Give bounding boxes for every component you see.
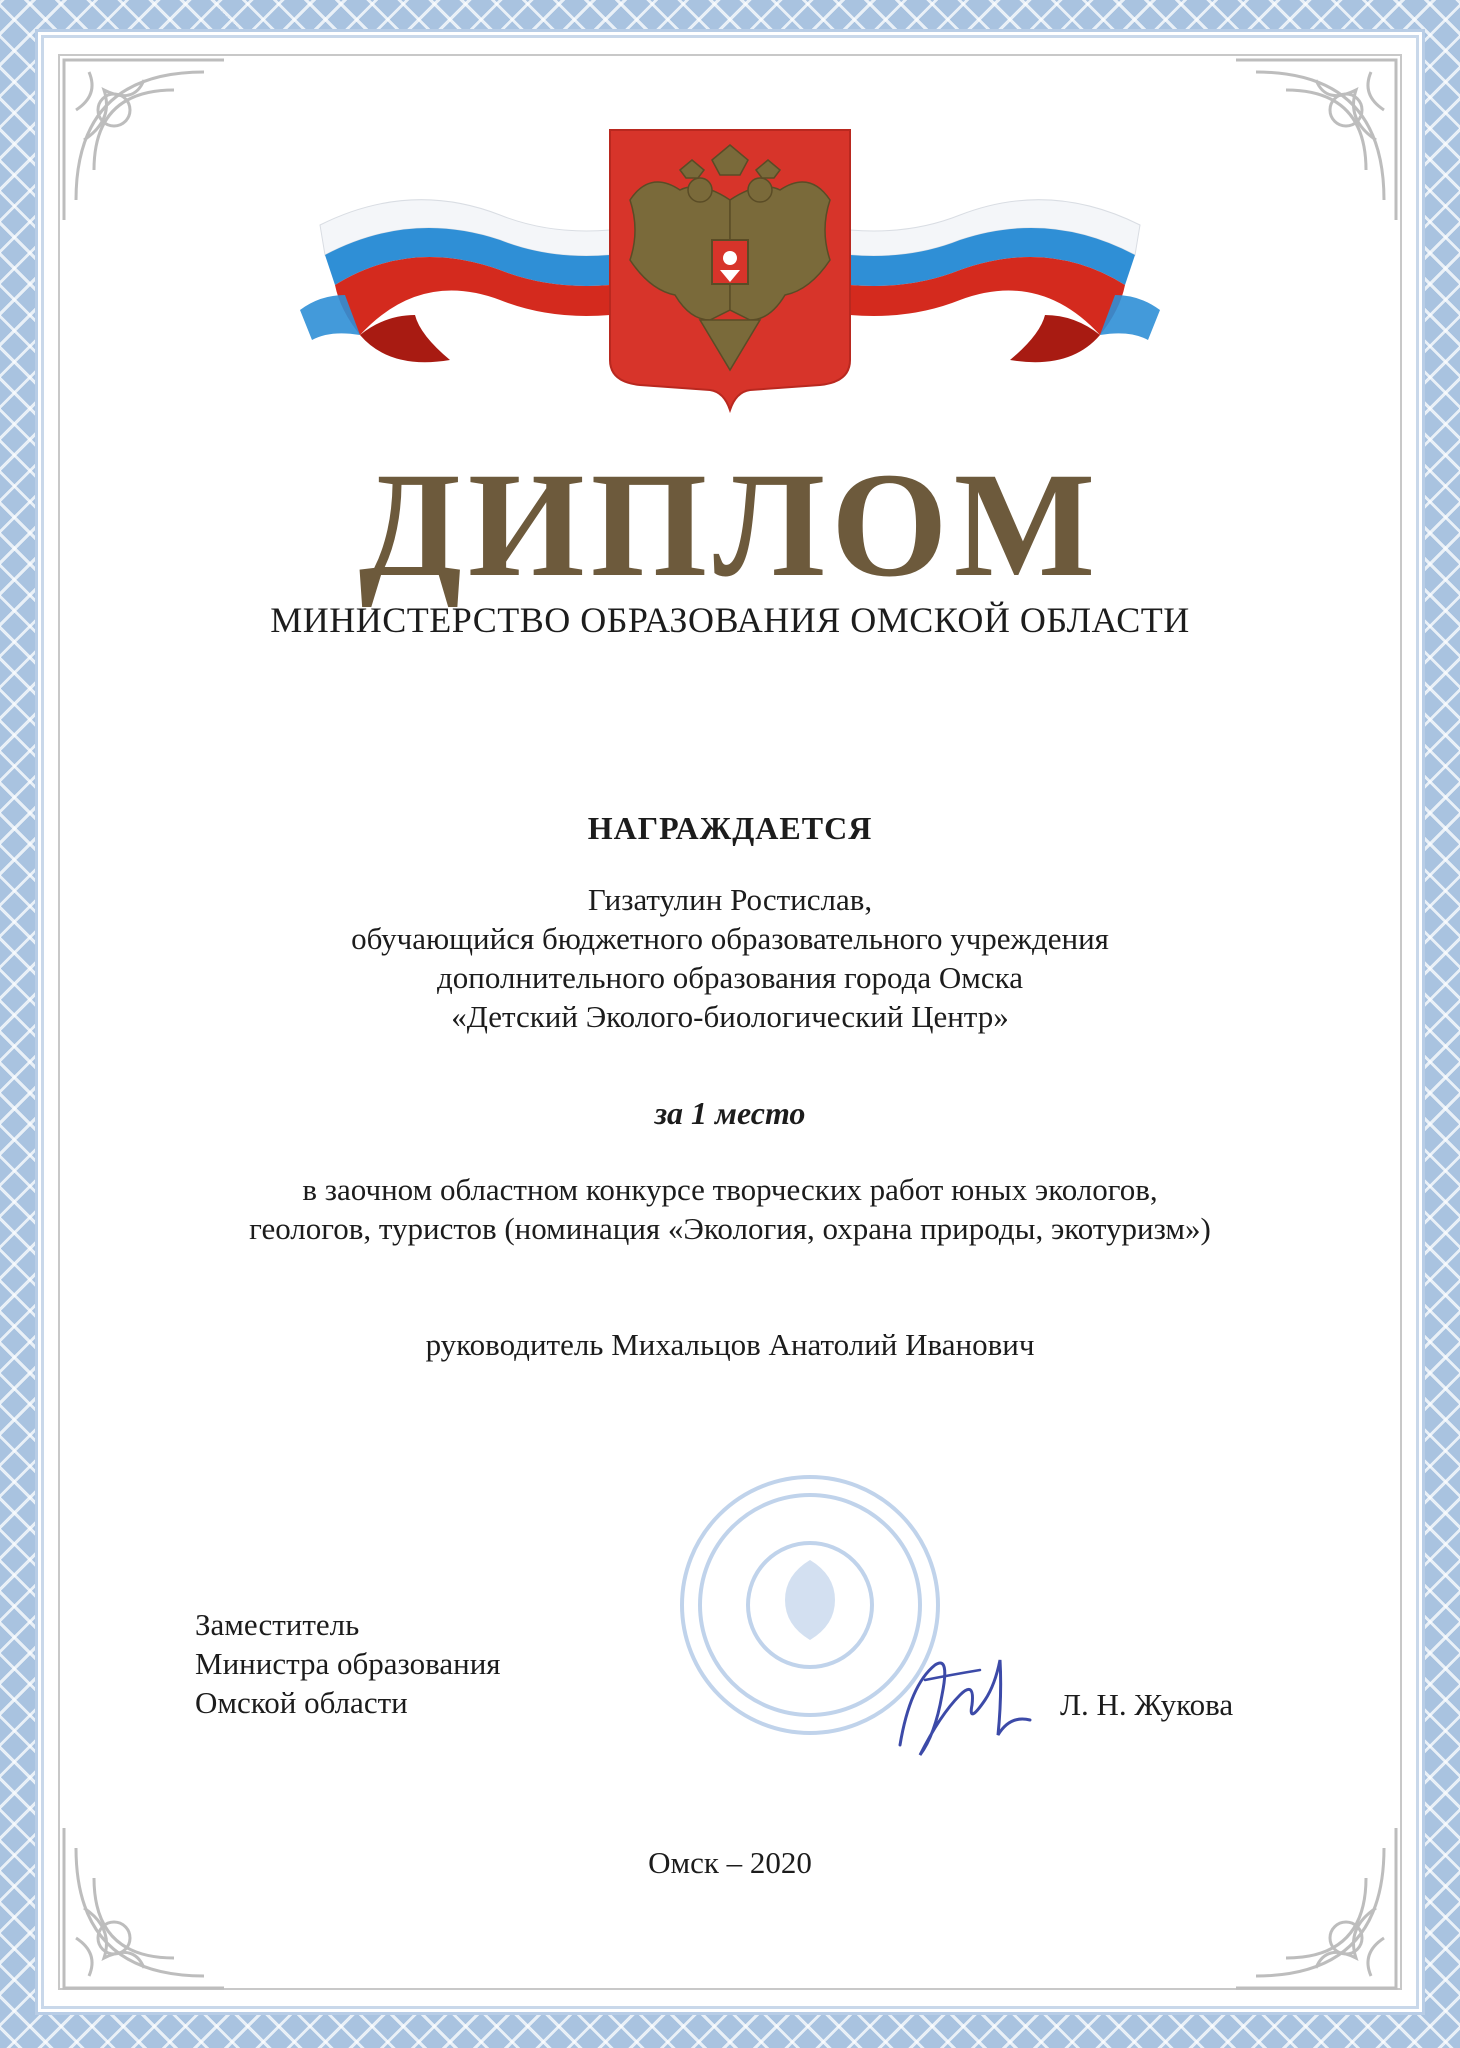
recipient-detail-line: дополнительного образования города Омска bbox=[436, 960, 1024, 995]
signatory-position-line: Заместитель bbox=[195, 1607, 360, 1642]
flag-ribbon-left bbox=[300, 200, 610, 363]
signatory-position-line: Омской области bbox=[195, 1685, 408, 1720]
handwritten-signature bbox=[880, 1625, 1040, 1775]
signatory-position-line: Министра образования bbox=[195, 1646, 501, 1681]
city-year: Омск – 2020 bbox=[648, 1845, 812, 1880]
issuer-name: МИНИСТЕРСТВО ОБРАЗОВАНИЯ ОМСКОЙ ОБЛАСТИ bbox=[270, 600, 1190, 640]
corner-ornament-top-right-icon bbox=[1226, 50, 1406, 230]
corner-ornament-top-left-icon bbox=[54, 50, 234, 230]
contest-line: геологов, туристов (номинация «Экология, охрана природы, экотуризм») bbox=[249, 1211, 1211, 1246]
recipient-detail-line: обучающийся бюджетного образовательного учреждения bbox=[351, 921, 1109, 956]
contest-block bbox=[0, 1170, 1460, 1248]
awarded-heading: НАГРАЖДАЕТСЯ bbox=[587, 810, 873, 846]
award-place: за 1 место bbox=[654, 1095, 806, 1131]
recipient-detail-line: «Детский Эколого-биологический Центр» bbox=[451, 999, 1009, 1034]
signatory-position bbox=[195, 1605, 501, 1722]
signatory-name: Л. Н. Жукова bbox=[1060, 1687, 1234, 1722]
coat-of-arms-shield bbox=[610, 130, 850, 410]
contest-line: в заочном областном конкурсе творческих работ юных экологов, bbox=[302, 1172, 1158, 1207]
coat-of-arms-icon bbox=[300, 120, 1160, 420]
recipient-name: Гизатулин Ростислав, bbox=[587, 882, 873, 917]
flag-ribbon-right bbox=[850, 200, 1160, 363]
supervisor-line: руководитель Михальцов Анатолий Иванович bbox=[425, 1327, 1035, 1362]
diploma-title: ДИПЛОМ bbox=[358, 442, 1102, 608]
recipient-block bbox=[0, 880, 1460, 1036]
